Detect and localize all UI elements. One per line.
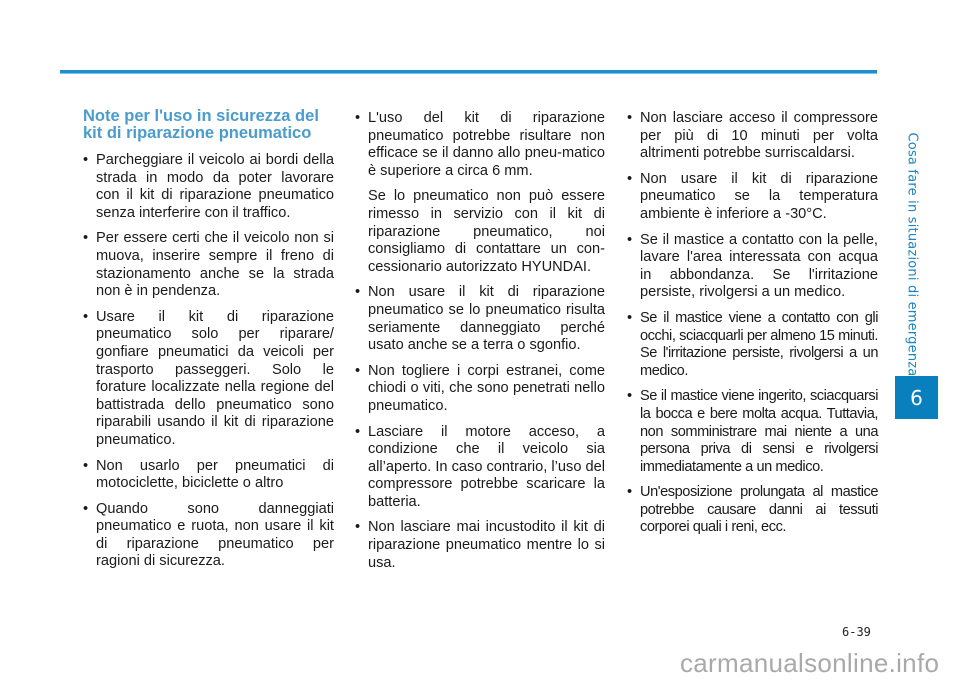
safety-notes-list-3 xyxy=(627,110,878,537)
bullet-icon: • xyxy=(83,308,89,325)
column-3 xyxy=(627,110,878,545)
bullet-icon: • xyxy=(83,500,89,517)
column-1 xyxy=(83,108,334,579)
bullet-icon: • xyxy=(355,519,361,536)
bullet-icon: • xyxy=(627,309,632,326)
list-item xyxy=(355,110,605,276)
section-title: Note per l'uso in sicurezza del kit di riparazione pneumatico xyxy=(83,107,319,142)
list-item-text: Se lo pneumatico non può essere rimesso in servizio con il kit di riparazione pneumatico, noi consigliamo di contattare un con-cessionario autorizzato HYUNDAI. xyxy=(368,188,605,275)
bullet-icon: • xyxy=(355,110,361,126)
list-item-text: Se il mastice a contatto con la pelle, lavare l'area interessata con acqua in abbondanza. Se l'irritazione persiste, rivolgersi a un medico. xyxy=(640,231,878,301)
list-item xyxy=(627,232,878,302)
bullet-icon: • xyxy=(627,388,632,405)
chapter-side-label xyxy=(901,132,923,376)
list-item xyxy=(627,171,878,224)
bullet-icon: • xyxy=(627,110,633,126)
list-item-text: Per essere certi che il veicolo non si muova, inserire sempre il freno di stazionamento anche se la strada non è in pendenza. xyxy=(96,230,334,300)
safety-notes-list-1 xyxy=(83,152,334,571)
list-item-text: Quando sono danneggiati pneumatico e ruota, non usare il kit di riparazione pneumatico per ragioni di sicurezza. xyxy=(96,500,334,570)
list-item-text: Un'esposizione prolungata al mastice potrebbe causare danni ai tessuti corporei quali i reni, ecc. xyxy=(640,484,878,536)
list-item xyxy=(627,310,878,380)
bullet-icon: • xyxy=(355,284,361,301)
list-item-text: Non lasciare acceso il compressore per più di 10 minuti per volta altrimenti potrebbe surriscaldarsi. xyxy=(640,110,878,162)
bullet-icon: • xyxy=(83,457,89,474)
chapter-tab: 6 xyxy=(895,376,938,419)
bullet-icon: • xyxy=(627,170,633,187)
list-item-text: Non usare il kit di riparazione pneumatico se la temperatura ambiente è inferiore a -30°C. xyxy=(640,170,878,222)
list-item xyxy=(355,284,605,354)
list-item-text: Usare il kit di riparazione pneumatico solo per riparare/ gonfiare pneumatici da veicoli per trasporto passeggeri. Solo le forature localizzate nella regione del battistrada dello pneumatico sono riparabili usando il kit di riparazione pneumatico. xyxy=(96,308,334,448)
bullet-icon: • xyxy=(627,231,633,248)
list-item-text: Non usare il kit di riparazione pneumatico se lo pneumatico risulta seriamente danneggiato perché usato anche se a terra o sgonfio. xyxy=(368,284,605,354)
chapter-title: Cosa fare in situazioni di emergenza xyxy=(904,132,920,376)
list-item-text: L'uso del kit di riparazione pneumatico potrebbe risultare non efficace se il danno allo pneu-matico è superiore a circa 6 mm. xyxy=(368,110,605,179)
list-item-text: Non lasciare mai incustodito il kit di riparazione pneumatico mentre lo si usa. xyxy=(368,519,605,571)
bullet-icon: • xyxy=(83,152,89,168)
list-item-text: Se il mastice viene a contatto con gli occhi, sciacquarli per almeno 15 minuti. Se l'irritazione persiste, rivolgersi a un medico. xyxy=(640,309,878,379)
list-item xyxy=(627,110,878,163)
list-item xyxy=(83,230,334,300)
list-item-text: Lasciare il motore acceso, a condizione che il veicolo sia all’aperto. In caso contrario, l’uso del compressore potrebbe scaricare la batteria. xyxy=(368,423,605,510)
header-rule xyxy=(60,70,877,74)
bullet-icon: • xyxy=(627,484,632,501)
list-item-text: Non togliere i corpi estranei, come chiodi o viti, che sono penetrati nello pneumatico. xyxy=(368,362,605,414)
safety-notes-list-2 xyxy=(355,110,605,572)
page-number: 6-39 xyxy=(842,625,871,639)
list-item xyxy=(355,519,605,572)
list-item xyxy=(355,424,605,512)
list-item xyxy=(83,501,334,571)
list-item xyxy=(627,484,878,537)
bullet-icon: • xyxy=(83,230,89,247)
list-item xyxy=(627,388,878,476)
watermark: carmanualsonline.info xyxy=(680,648,940,678)
list-item xyxy=(83,458,334,493)
list-item-text: Non usarlo per pneumatici di motociclette, biciclette o altro xyxy=(96,457,334,492)
list-item-text: Se il mastice viene ingerito, sciacquarsi la bocca e bere molta acqua. Tuttavia, non somministrare mai niente a una persona priva di sensi e rivolgersi immediatamente a un medico. xyxy=(640,388,878,475)
list-item xyxy=(355,363,605,416)
column-2 xyxy=(355,110,605,580)
list-item xyxy=(83,309,334,450)
list-item xyxy=(83,152,334,222)
list-item-text: Parcheggiare il veicolo ai bordi della strada in modo da poter lavorare con il kit di riparazione pneumatico senza interferire con il traffico. xyxy=(96,152,334,221)
bullet-icon: • xyxy=(355,362,361,379)
bullet-icon: • xyxy=(355,423,361,440)
